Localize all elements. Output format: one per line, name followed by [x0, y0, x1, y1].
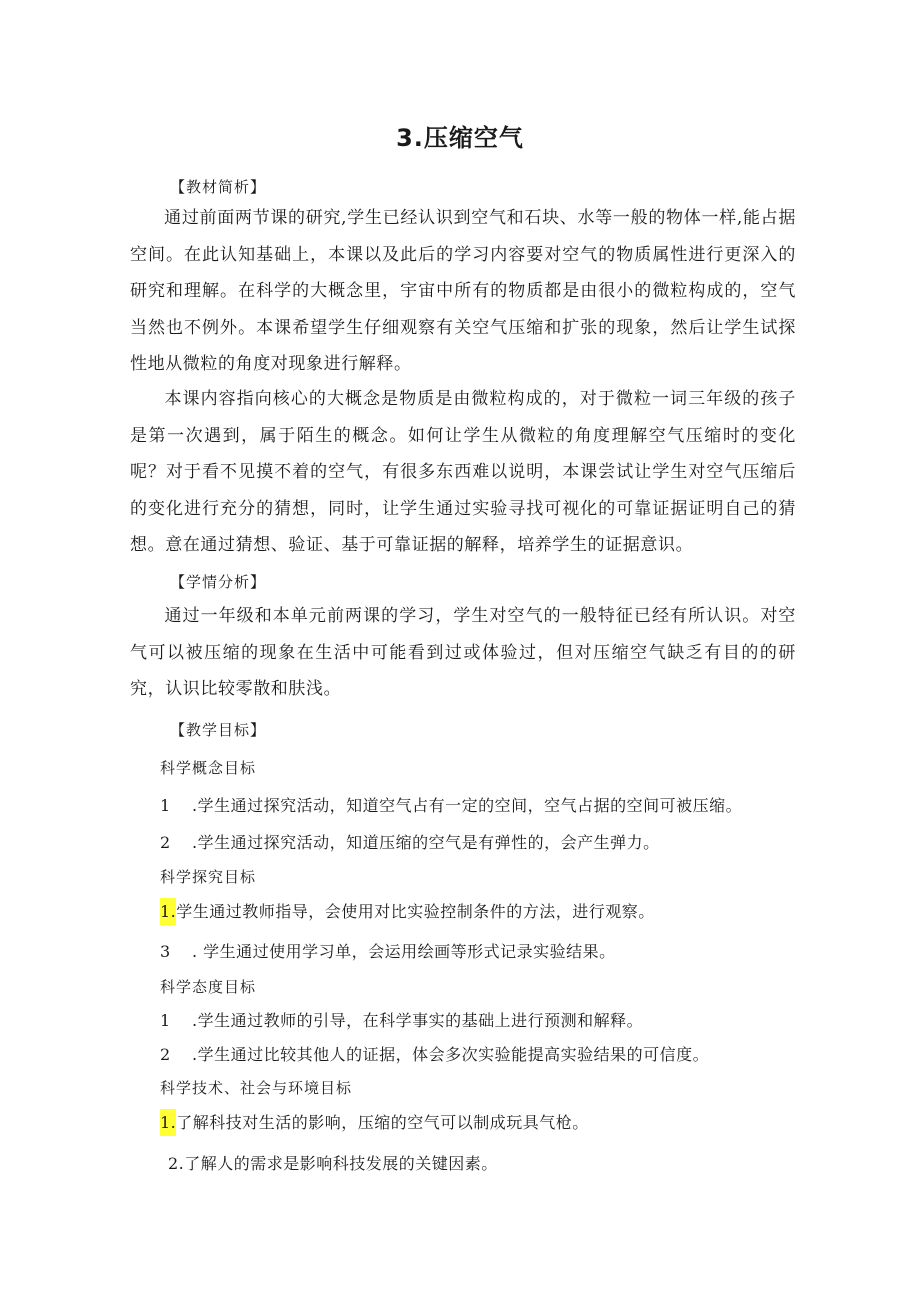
list-item-inquiry-2: 3 . 学生通过使用学习单，会运用绘画等形式记录实验结果。 [160, 942, 616, 961]
page-title: 3.压缩空气 [396, 124, 524, 152]
section-heading-textbook-analysis: 【教材简析】 [170, 178, 267, 196]
section-heading-student-analysis: 【学情分析】 [170, 573, 267, 591]
list-item-sts-2: 2.了解人的需求是影响科技发展的关键因素。 [168, 1154, 498, 1173]
section-heading-teaching-goals: 【教学目标】 [170, 721, 267, 739]
list-item-inquiry-1: 1.学生通过教师指导，会使用对比实验控制条件的方法，进行观察。 [160, 898, 655, 925]
list-item-concept-1: 1 .学生通过探究活动，知道空气占有一定的空间，空气占据的空间可被压缩。 [160, 796, 743, 815]
subheading-sts-goals: 科学技术、社会与环境目标 [160, 1079, 353, 1097]
subheading-inquiry-goals: 科学探究目标 [160, 868, 257, 886]
subheading-concept-goals: 科学概念目标 [160, 759, 257, 777]
paragraph-textbook-analysis-1: 通过前面两节课的研究,学生已经认识到空气和石块、水等一般的物体一样,能占据空间。在此认知基础上，本课以及此后的学习内容要对空气的物质属性进行更深入的研究和理解。在科学的大概念里，宇宙中所有的物质都是由很小的微粒构成的，空气当然也不例外。本课希望学生仔细观察有关空气压缩和扩张的现象，然后让学生试探性地从微粒的角度对现象进行解释。 [130, 208, 796, 374]
subheading-attitude-goals: 科学态度目标 [160, 978, 257, 996]
list-item-attitude-2: 2 .学生通过比较其他人的证据，体会多次实验能提高实验结果的可信度。 [160, 1045, 710, 1064]
highlighted-number: 1. [160, 898, 176, 925]
list-item-attitude-1: 1 .学生通过教师的引导，在科学事实的基础上进行预测和解释。 [160, 1011, 644, 1030]
paragraph-textbook-analysis-2: 本课内容指向核心的大概念是物质是由微粒构成的，对于微粒一词三年级的孩子是第一次遇到，属于陌生的概念。如何让学生从微粒的角度理解空气压缩时的变化呢？对于看不见摸不着的空气，有很多东西难以说明，本课尝试让学生对空气压缩后的变化进行充分的猜想，同时，让学生通过实验寻找可视化的可靠证据证明自己的猜想。意在通过猜想、验证、基于可靠证据的解释，培养学生的证据意识。 [130, 389, 796, 555]
list-item-concept-2: 2 .学生通过探究活动，知道压缩的空气是有弹性的，会产生弹力。 [160, 833, 660, 852]
paragraph-student-analysis-1: 通过一年级和本单元前两课的学习，学生对空气的一般特征已经有所认识。对空气可以被压缩的现象在生活中可能看到过或体验过，但对压缩空气缺乏有目的的研究，认识比较零散和肤浅。 [130, 606, 796, 699]
list-item-sts-1: 1.了解科技对生活的影响，压缩的空气可以制成玩具气枪。 [160, 1109, 589, 1136]
highlighted-number: 1. [160, 1109, 176, 1136]
